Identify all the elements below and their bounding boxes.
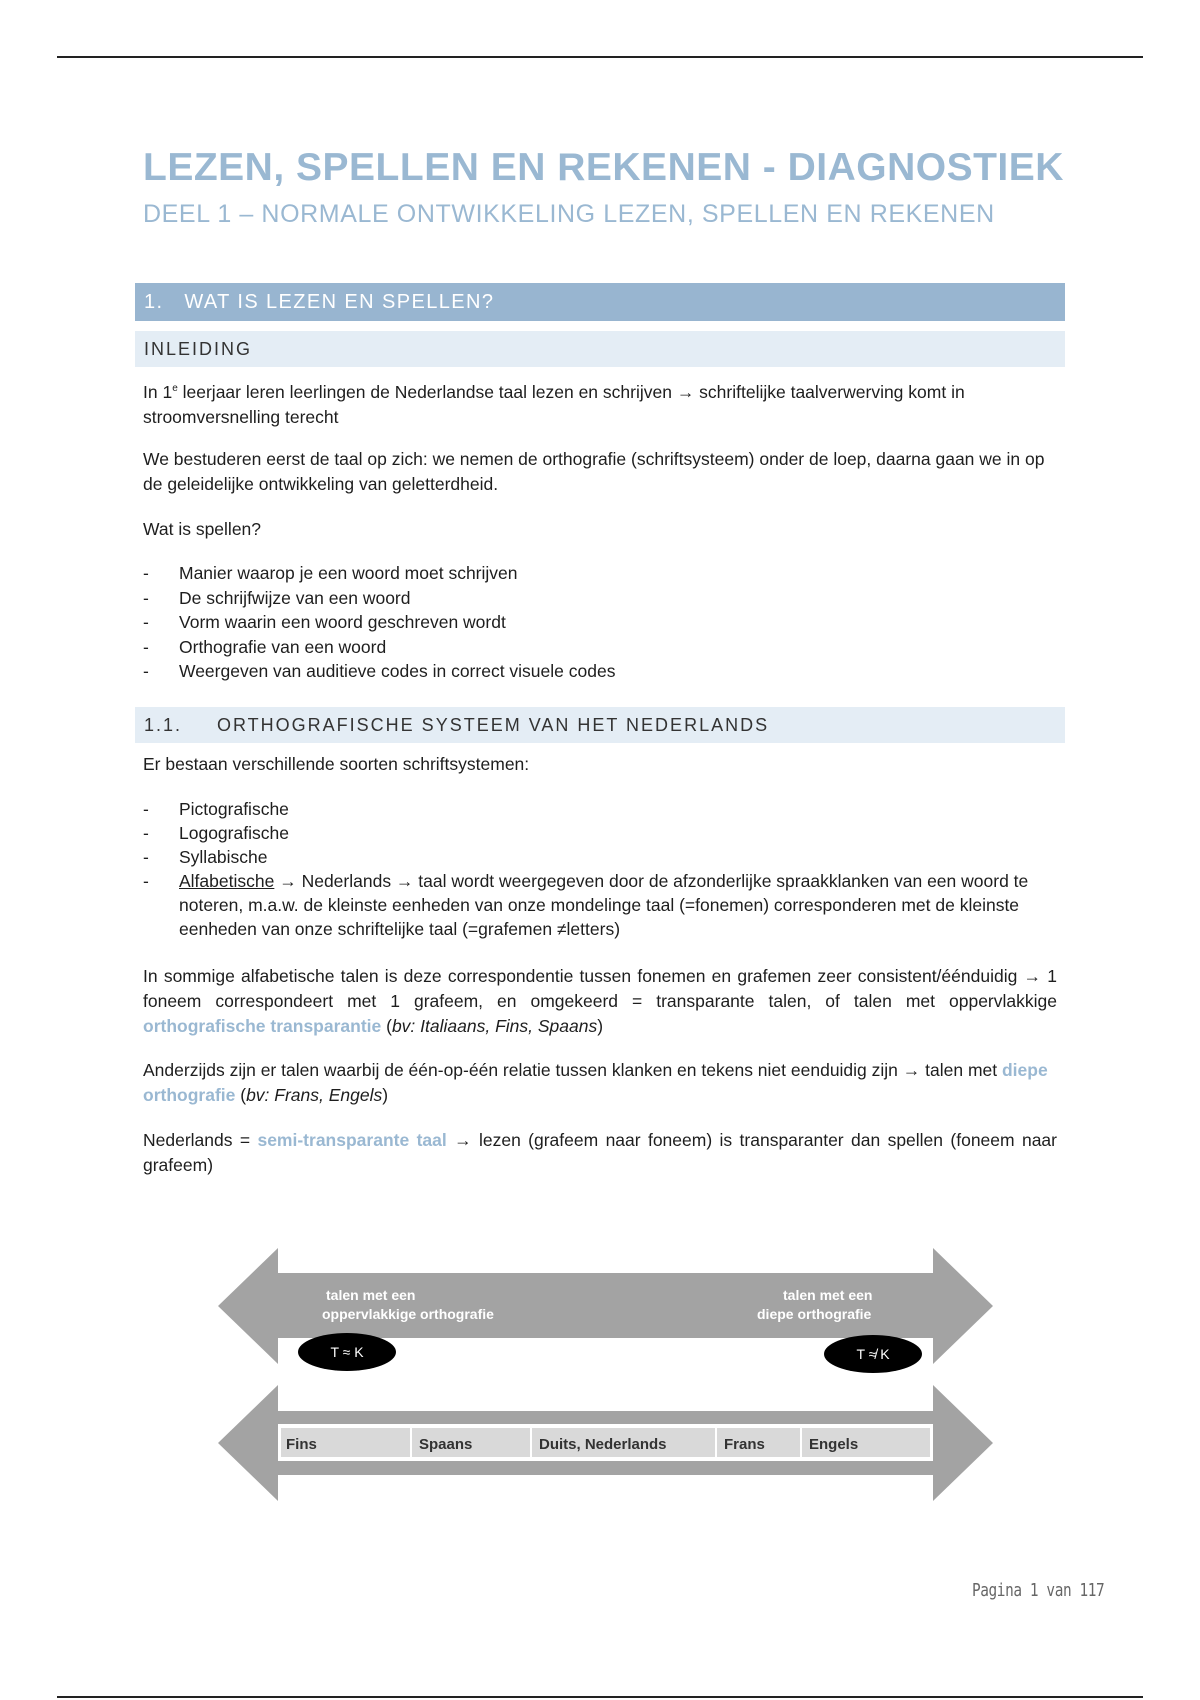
language-fins: Fins [286,1436,317,1453]
left-badge-text: T ≈ K [330,1344,364,1360]
section-1-1-number: 1.1. [144,715,183,735]
term-diepe-orthografie: diepe orthografie [143,1060,1048,1105]
alfabetische-description: → Nederlands → taal wordt weergegeven door de afzonderlijke spraakklanken van een woord te noteren, m.a.w. de kleinste eenheden van onze mondelinge taal (=fonemen) corresponderen met de kleinste eenheden van onze schriftelijke taal (=grafemen ≠letters) [179,871,1029,939]
list-item: - De schrijfwijze van een woord [143,586,1057,611]
right-label-line-2: diepe orthografie [757,1306,872,1322]
list-item: - Logografische [143,821,1057,845]
dutch-text-start: Nederlands = [143,1130,258,1150]
list-item: - Syllabische [143,845,1057,869]
language-duits-nederlands: Duits, Nederlands [539,1436,667,1453]
intro-paragraph-1 [143,376,1057,430]
intro-p1-start: In 1 [143,381,173,402]
language-engels: Engels [809,1436,859,1453]
left-label-line-2: oppervlakkige orthografie [322,1306,494,1322]
term-semi-transparante-taal: semi-transparante taal [257,1130,447,1150]
alfabetische-term: Alfabetische [179,871,275,891]
paren-open: ( [235,1085,247,1105]
section-1-number: 1. [144,291,164,313]
paren-close: ) [382,1085,389,1105]
section-1-heading [135,283,1065,321]
page-subtitle: DEEL 1 – NORMALE ONTWIKKELING LEZEN, SPELLEN EN REKENEN [143,200,995,228]
paren-close: ) [597,1016,604,1036]
page-number: Pagina 1 van 117 [972,1580,1105,1601]
list-item: - Orthografie van een woord [143,635,1057,660]
writing-systems-list [143,797,1057,941]
deep-orthography-paragraph [143,1058,1057,1108]
paren-open: ( [381,1016,392,1036]
top-rule [57,56,1143,58]
intro-p1-sup: e [172,383,178,394]
term-orthografische-transparantie: orthografische transparantie [143,1016,382,1036]
list-item-alfabetisch [143,869,1057,941]
spectrum-svg [218,1248,993,1503]
dutch-paragraph [143,1128,1057,1178]
spellen-list [143,561,1057,684]
language-frans: Frans [724,1436,765,1453]
bottom-rule [57,1696,1143,1698]
right-badge-text: T ≉ K [856,1346,890,1362]
intro-paragraph-2: We bestuderen eerst de taal op zich: we nemen de orthografie (schriftsysteem) onder de loep, daarna gaan we in op de geleidelijke ontwikkeling van geletterdheid. [143,449,1045,494]
transparency-examples: bv: Italiaans, Fins, Spaans [391,1016,598,1036]
dutch-text-rest: → lezen (grafeem naar foneem) is transparanter dan spellen (foneem naar grafeem) [143,1130,1057,1175]
section-1-title: WAT IS LEZEN EN SPELLEN? [184,291,495,313]
list-item: - Weergeven van auditieve codes in correct visuele codes [143,659,1057,684]
left-label-line-1: talen met een [326,1287,416,1303]
intro-p1-rest: leerjaar leren leerlingen de Nederlandse taal lezen en schrijven → schriftelijke taalverwerving komt in stroomversnelling terecht [143,381,965,427]
question-spellen: Wat is spellen? [143,519,262,539]
transparency-text: In sommige alfabetische talen is deze correspondentie tussen fonemen en grafemen zeer consistent/éénduidig → 1 foneem correspondeert met 1 grafeem, en omgekeerd = transparante talen, of talen met oppervlakkige [143,966,1057,1011]
list-item: - Manier waarop je een woord moet schrijven [143,561,1057,586]
orthography-spectrum-diagram [218,1248,993,1503]
deep-text: Anderzijds zijn er talen waarbij de één-op-één relatie tussen klanken en tekens niet eenduidig zijn → talen met [143,1060,1002,1080]
page-title: LEZEN, SPELLEN EN REKENEN - DIAGNOSTIEK [143,146,1064,189]
list-item: - Pictografische [143,797,1057,821]
section-1-1-title: ORTHOGRAFISCHE SYSTEEM VAN HET NEDERLANDS [217,715,770,735]
deep-examples: bv: Frans, Engels [246,1085,383,1105]
writing-systems-intro: Er bestaan verschillende soorten schriftsystemen: [143,754,530,774]
list-item: - Vorm waarin een woord geschreven wordt [143,610,1057,635]
intro-heading: INLEIDING [135,331,1065,367]
section-1-1-heading [135,707,1065,743]
transparency-paragraph [143,964,1057,1039]
right-label-line-1: talen met een [783,1287,873,1303]
language-spaans: Spaans [419,1436,473,1453]
